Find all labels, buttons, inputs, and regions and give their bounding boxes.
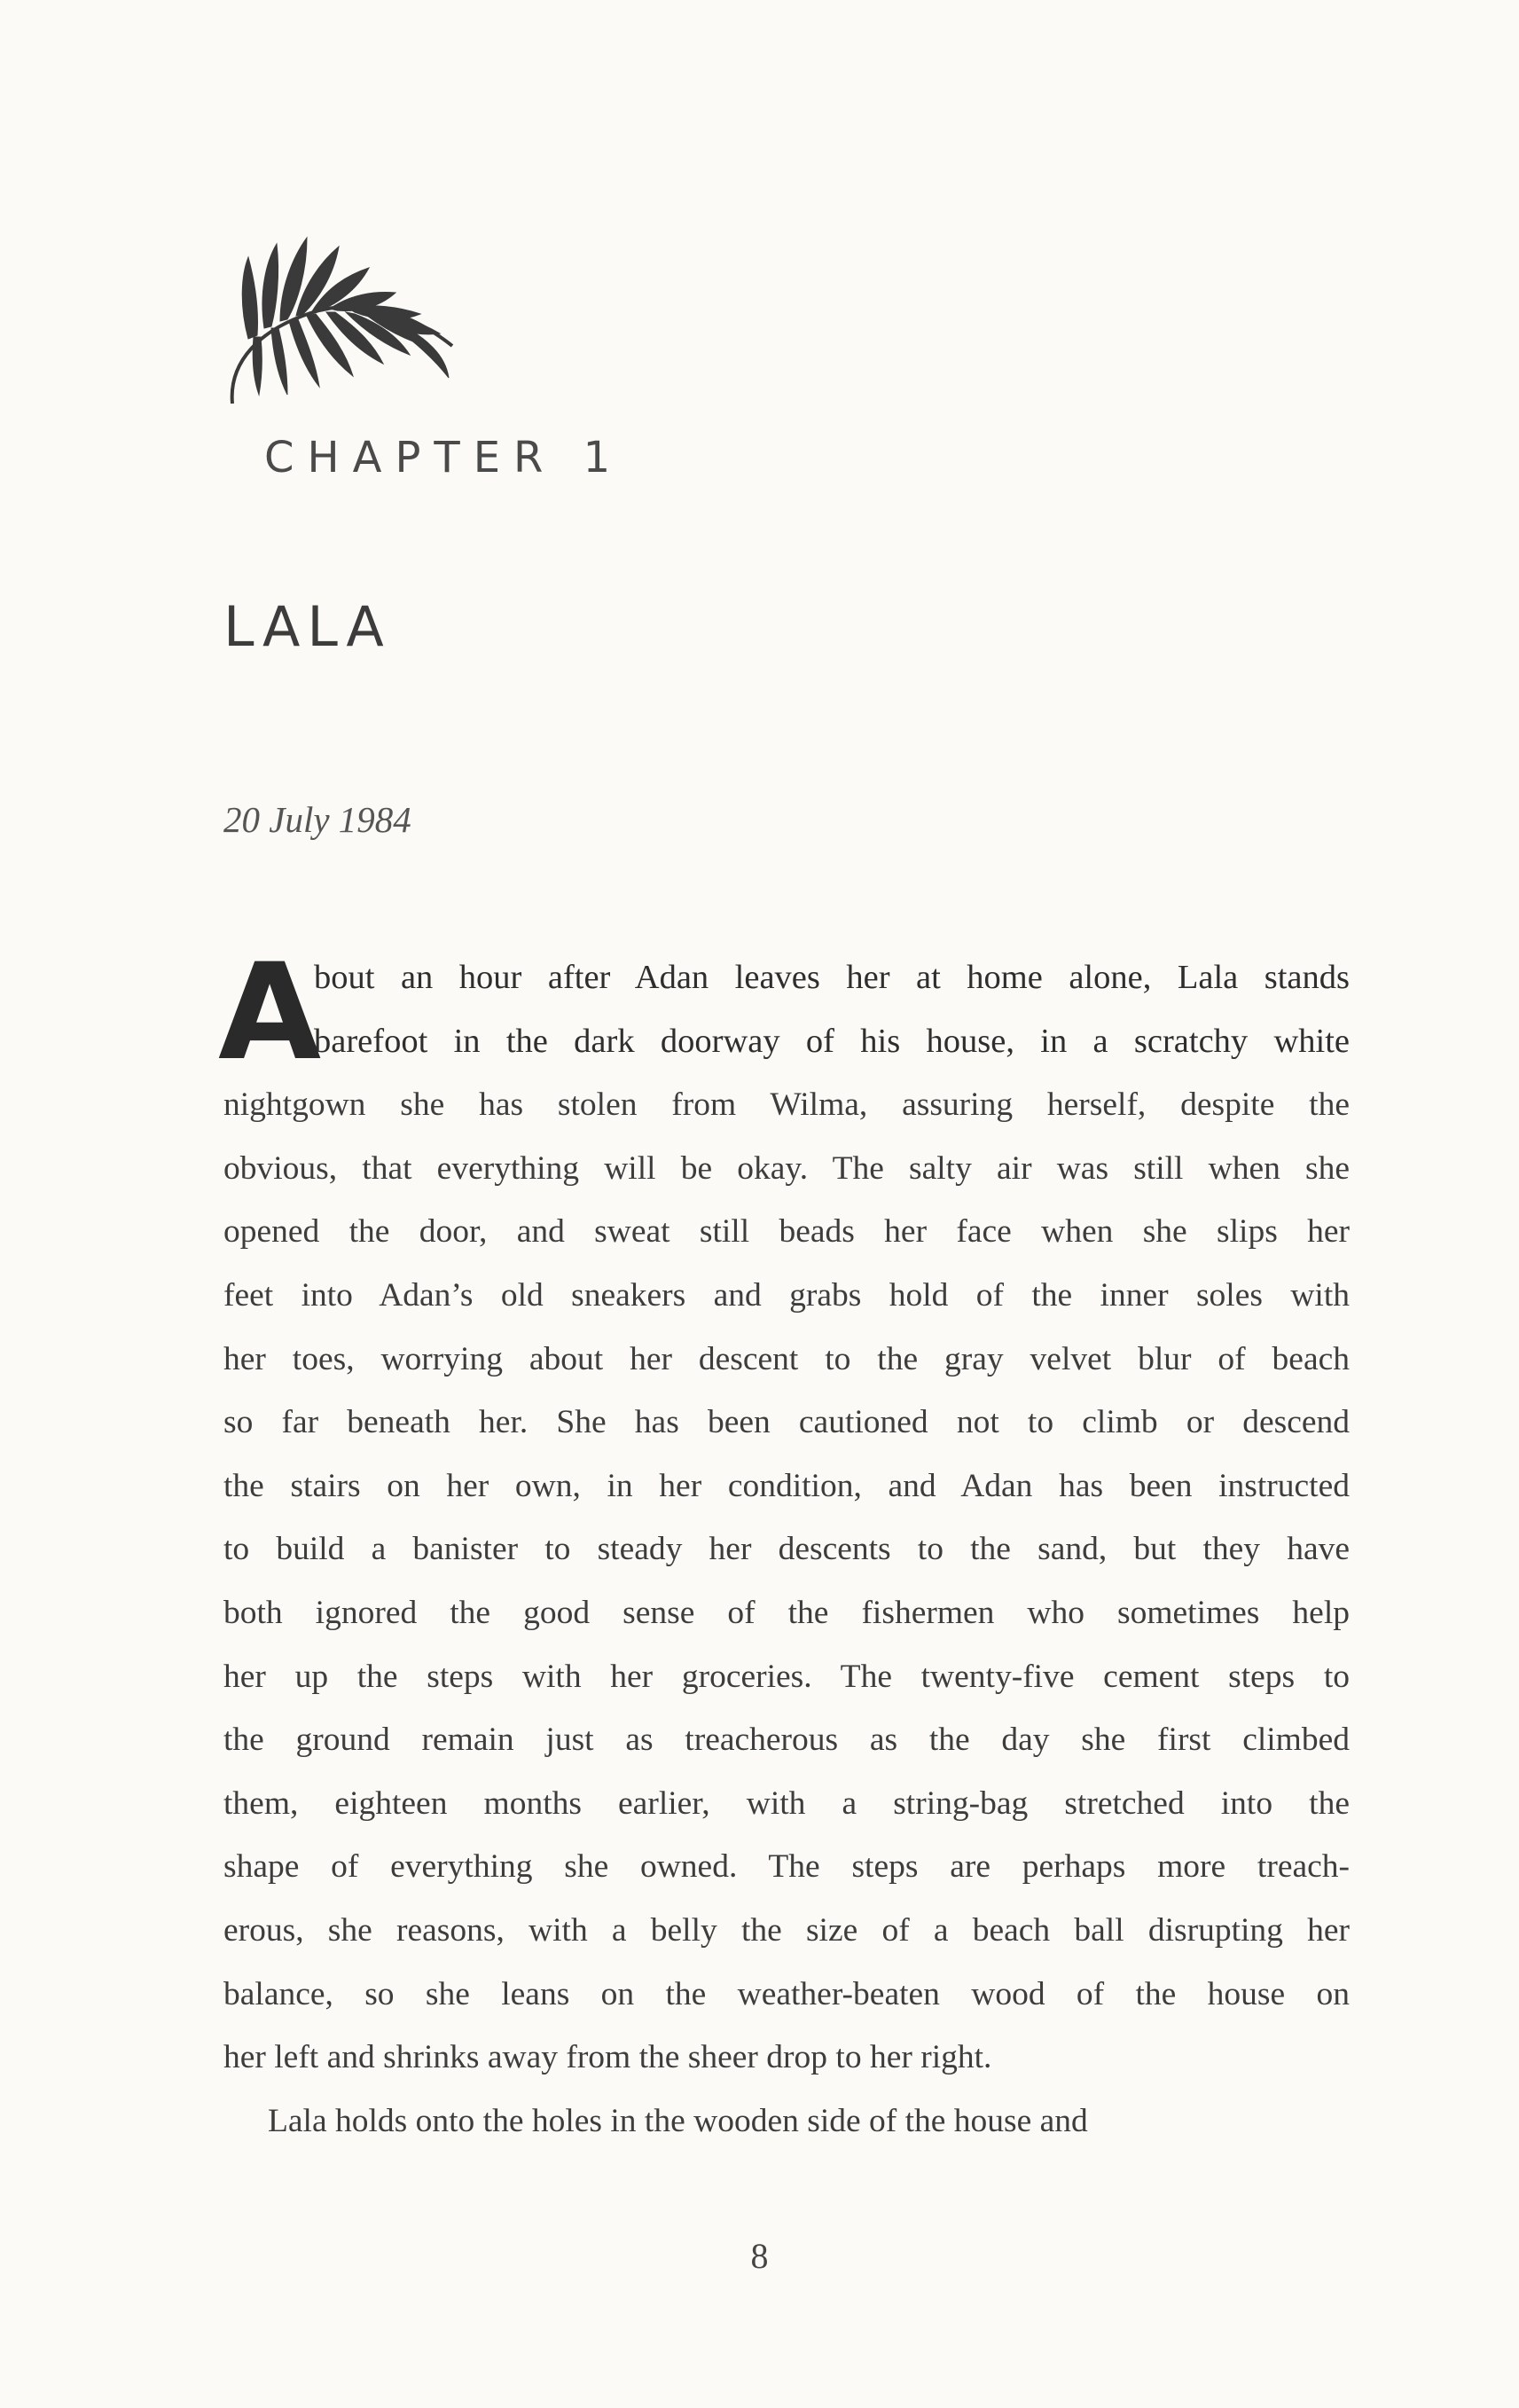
first-paragraph-opening [218, 936, 1350, 1090]
text-line: to build a banister to steady her descents to the sand, but they have [223, 1531, 1350, 1568]
text-line: them, eighteen months earlier, with a string-bag stretched into the [223, 1784, 1350, 1822]
text-line: the ground remain just as treacherous as the day she first climbed [223, 1722, 1350, 1759]
text-line: so far beneath her. She has been cautioned not to climb or descend [223, 1404, 1350, 1441]
text-line: balance, so she leans on the weather-beaten wood of the house on [223, 1975, 1350, 2012]
chapter-label: CHAPTER 1 [264, 433, 624, 482]
text-line: the stairs on her own, in her condition, and Adan has been instructed [223, 1467, 1350, 1504]
text-line: her up the steps with her groceries. The twenty-five cement steps to [223, 1658, 1350, 1695]
text-line: opened the door, and sweat still beads her face when she slips her [223, 1213, 1350, 1251]
body-text [218, 936, 1350, 2153]
chapter-title: LALA [223, 594, 391, 659]
text-line: bout an hour after Adan leaves her at home alone, Lala stands [314, 959, 1350, 996]
palm-frond-icon [222, 222, 470, 417]
text-line: erous, she reasons, with a belly the size of a beach ball disrupting her [223, 1911, 1350, 1949]
text-line: her left and shrinks away from the sheer drop to her right. [223, 2039, 992, 2076]
text-line: shape of everything she owned. The steps are perhaps more treach- [223, 1848, 1350, 1886]
chapter-date: 20 July 1984 [223, 799, 411, 840]
dropcap-lines [314, 946, 1350, 1073]
text-line: feet into Adan’s old sneakers and grabs hold of the inner soles with [223, 1276, 1350, 1314]
page-number: 8 [750, 2236, 769, 2276]
text-line: obvious, that everything will be okay. The salty air was still when she [223, 1149, 1350, 1187]
text-line: both ignored the good sense of the fishermen who sometimes help [223, 1594, 1350, 1631]
text-line: nightgown she has stolen from Wilma, assuring herself, despite the [223, 1086, 1350, 1124]
drop-cap: A [218, 936, 322, 1090]
text-line: her toes, worrying about her descent to the gray velvet blur of beach [223, 1340, 1350, 1377]
text-line: barefoot in the dark doorway of his house, in a scratchy white [314, 1022, 1350, 1060]
text-line: Lala holds onto the holes in the wooden side of the house and [268, 2102, 1088, 2139]
